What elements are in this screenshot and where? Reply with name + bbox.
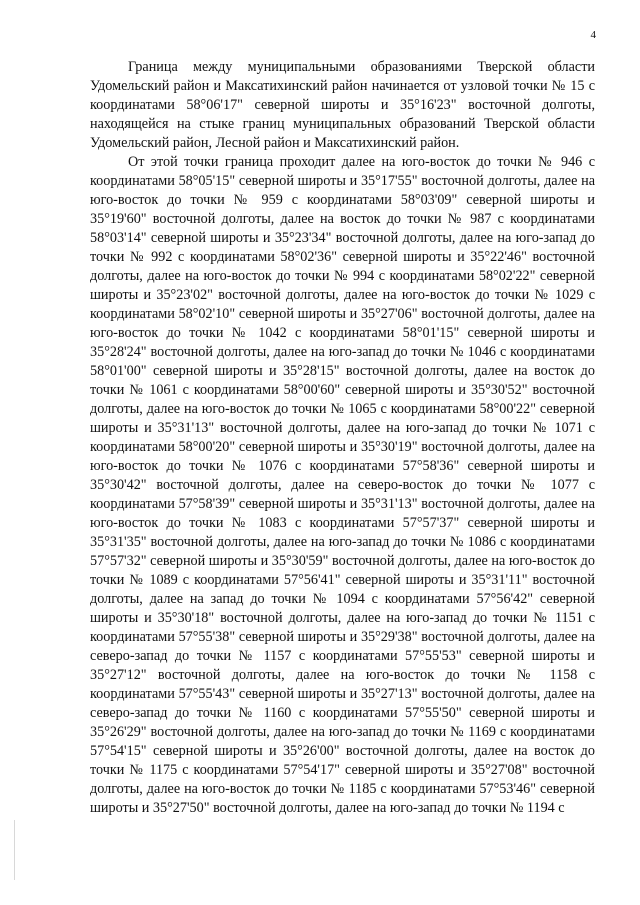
document-body (90, 58, 595, 818)
page-number: 4 (590, 29, 596, 41)
paragraph-boundary-route: От этой точки граница проходит далее на юго-восток до точки № 946 с координатами 58°05'15" северной широты и 35°17'55" восточной долготы, далее на юго-восток до точки № 959 с координатами 58°03'09" северной широты и 35°19'60" восточной долготы, далее на восток до точки № 987 с координатами 58°03'14" северной широты и 35°23'34" восточной долготы, далее на юго-запад до точки № 992 с координатами 58°02'36" северной широты и 35°22'46" восточной долготы, далее на юго-восток до точки № 994 с координатами 58°02'22" северной широты и 35°23'02" восточной долготы, далее на юго-восток до точки № 1029 с координатами 58°02'10" северной широты и 35°27'06" восточной долготы, далее на юго-восток до точки № 1042 с координатами 58°01'15" северной широты и 35°28'24" восточной долготы, далее на юго-запад до точки № 1046 с координатами 58°01'00" северной широты и 35°28'15" восточной долготы, далее на восток до точки № 1061 с координатами 58°00'60" северной широты и 35°30'52" восточной долготы, далее на юго-восток до точки № 1065 с координатами 58°00'22" северной широты и 35°31'13" восточной долготы, далее на юго-запад до точки № 1071 с координатами 58°00'20" северной широты и 35°30'19" восточной долготы, далее на юго-восток до точки № 1076 с координатами 57°58'36" северной широты и 35°30'42" восточной долготы, далее на северо-восток до точки № 1077 с координатами 57°58'39" северной широты и 35°31'13" восточной долготы, далее на юго-восток до точки № 1083 с координатами 57°57'37" северной широты и 35°31'35" восточной долготы, далее на юго-запад до точки № 1086 с координатами 57°57'32" северной широты и 35°30'59" восточной долготы, далее на юго-восток до точки № 1089 с координатами 57°56'41" северной широты и 35°31'11" восточной долготы, далее на запад до точки № 1094 с координатами 57°56'42" северной широты и 35°30'18" восточной долготы, далее на юго-запад до точки № 1151 с координатами 57°55'38" северной широты и 35°29'38" восточной долготы, далее на северо-запад до точки № 1157 с координатами 57°55'53" северной широты и 35°27'12" восточной долготы, далее на юго-восток до точки № 1158 с координатами 57°55'43" северной широты и 35°27'13" восточной долготы, далее на северо-запад до точки № 1160 с координатами 57°55'50" северной широты и 35°26'29" восточной долготы, далее на юго-запад до точки № 1169 с координатами 57°54'15" северной широты и 35°26'00" восточной долготы, далее на восток до точки № 1175 с координатами 57°54'17" северной широты и 35°27'08" восточной долготы, далее на юго-восток до точки № 1185 с координатами 57°53'46" северной широты и 35°27'50" восточной долготы, далее на юго-запад до точки № 1194 с (90, 154, 595, 816)
scan-margin-mark (14, 820, 15, 880)
paragraph-boundary-start: Граница между муниципальными образованиями Тверской области Удомельский район и Максатихинский район начинается от узловой точки № 15 с координатами 58°06'17" северной широты и 35°16'23" восточной долготы, находящейся на стыке границ муниципальных образований Тверской области Удомельский район, Лесной район и Максатихинский район. (90, 59, 595, 151)
